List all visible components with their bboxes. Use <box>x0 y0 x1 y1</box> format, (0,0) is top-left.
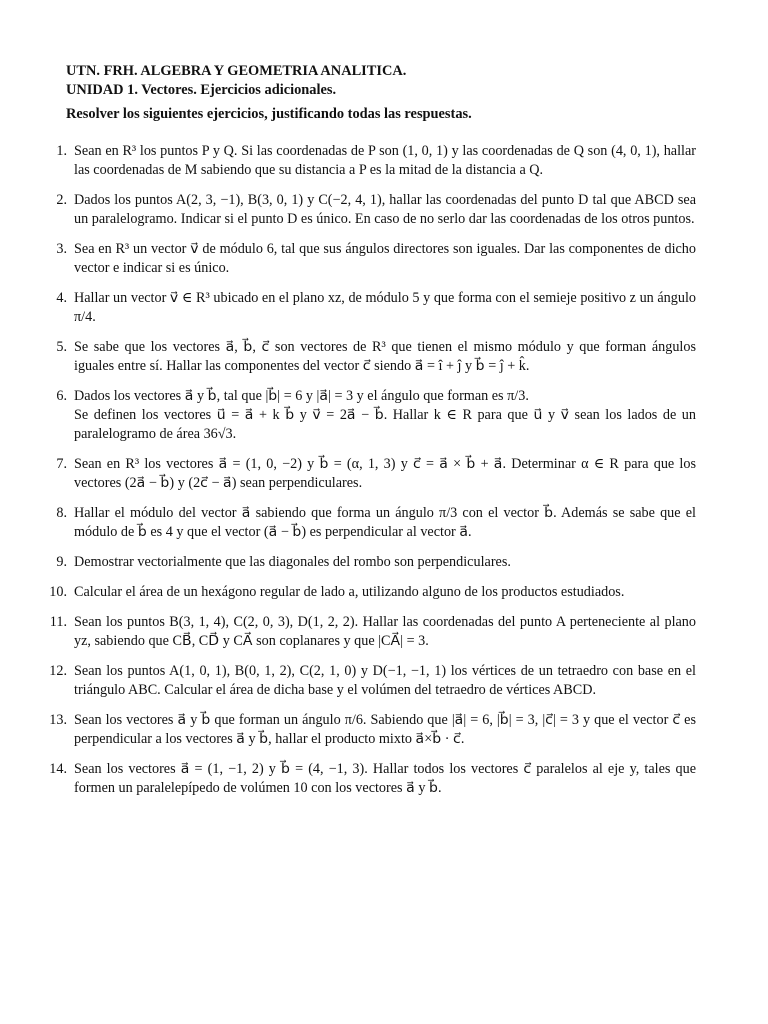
exercise-number: 3. <box>56 241 67 257</box>
exercise-number: 6. <box>56 388 67 404</box>
exercise-number: 11. <box>49 614 67 630</box>
exercise-item <box>0 583 696 602</box>
exercise-text: Sea en R³ un vector v⃗ de módulo 6, tal que sus ángulos directores son iguales. Dar las componentes de dicho vector e indicar si es único. <box>74 241 696 276</box>
exercise-text: Demostrar vectorialmente que las diagonales del rombo son perpendiculares. <box>74 554 511 570</box>
exercise-item <box>0 760 696 798</box>
exercise-text: Hallar el módulo del vector a⃗ sabiendo que forma un ángulo π/3 con el vector b⃗. Además se sabe que el módulo de b⃗ es 4 y que el vector (a⃗ − b⃗) es perpendicular al vector a⃗. <box>74 505 696 540</box>
exercise-item <box>0 338 696 376</box>
exercise-text: Sean en R³ los vectores a⃗ = (1, 0, −2) y b⃗ = (α, 1, 3) y c⃗ = a⃗ × b⃗ + a⃗. Determinar α ∈ R para que los vectores (2a⃗ − b⃗) y (2c⃗ − a⃗) sean perpendiculares. <box>74 456 696 491</box>
exercise-item <box>0 387 696 444</box>
exercise-item <box>0 455 696 493</box>
exercise-text: Hallar un vector v⃗ ∈ R³ ubicado en el plano xz, de módulo 5 y que forma con el semieje positivo z un ángulo π/4. <box>74 290 696 325</box>
exercise-number: 4. <box>56 290 67 306</box>
exercise-number: 5. <box>56 339 67 355</box>
exercise-text: Sean en R³ los puntos P y Q. Si las coordenadas de P son (1, 0, 1) y las coordenadas de Q son (4, 0, 1), hallar las coordenadas de M sabiendo que su distancia a P es la mitad de la distancia a Q. <box>74 143 696 178</box>
exercise-item <box>0 504 696 542</box>
exercise-number: 10. <box>49 584 67 600</box>
document-header <box>66 62 706 124</box>
exercise-text: Dados los vectores a⃗ y b⃗, tal que |b⃗| = 6 y |a⃗| = 3 y el ángulo que forman es π/3. Se definen los vectores u⃗ = a⃗ + k b⃗ y v⃗ = 2a⃗ − b⃗. Hallar k ∈ R para que u⃗ y v⃗ sean los lados de un paralelogramo de área 36√3. <box>74 388 696 442</box>
exercise-text: Calcular el área de un hexágono regular de lado a, utilizando alguno de los productos estudiados. <box>74 584 625 600</box>
exercise-text: Dados los puntos A(2, 3, −1), B(3, 0, 1) y C(−2, 4, 1), hallar las coordenadas del punto D tal que ABCD sea un paralelogramo. Indicar si el punto D es único. En caso de no serlo dar las coordenadas de los otros puntos. <box>74 192 696 227</box>
exercise-text: Se sabe que los vectores a⃗, b⃗, c⃗ son vectores de R³ que tienen el mismo módulo y que forman ángulos iguales entre sí. Hallar las componentes del vector c⃗ siendo a⃗ = î + ĵ y b⃗ = ĵ + k̂. <box>74 339 696 374</box>
exercise-list <box>0 142 768 809</box>
course-title: UTN. FRH. ALGEBRA Y GEOMETRIA ANALITICA. <box>66 63 407 79</box>
exercise-item <box>0 613 696 651</box>
exercise-text: Sean los vectores a⃗ = (1, −1, 2) y b⃗ = (4, −1, 3). Hallar todos los vectores c⃗ paralelos al eje y, tales que formen un paralelepípedo de volúmen 10 con los vectores a⃗ y b⃗. <box>74 761 696 796</box>
exercise-text: Sean los puntos B(3, 1, 4), C(2, 0, 3), D(1, 2, 2). Hallar las coordenadas del punto A perteneciente al plano yz, sabiendo que CB⃗, CD⃗ y CA⃗ son coplanares y que |CA⃗| = 3. <box>74 614 696 649</box>
exercise-item <box>0 191 696 229</box>
exercise-item <box>0 553 696 572</box>
exercise-number: 12. <box>49 663 67 679</box>
exercise-item <box>0 142 696 180</box>
exercise-text: Sean los puntos A(1, 0, 1), B(0, 1, 2), C(2, 1, 0) y D(−1, −1, 1) los vértices de un tetraedro con base en el triángulo ABC. Calcular el área de dicha base y el volúmen del tetraedro de vértices ABCD. <box>74 663 696 698</box>
exercise-item <box>0 711 696 749</box>
exercise-item <box>0 289 696 327</box>
exercise-number: 2. <box>56 192 67 208</box>
unit-title: UNIDAD 1. Vectores. Ejercicios adicionales. <box>66 82 337 98</box>
exercise-item <box>0 240 696 278</box>
exercise-number: 1. <box>56 143 67 159</box>
exercise-number: 13. <box>49 712 67 728</box>
exercise-number: 8. <box>56 505 67 521</box>
instructions: Resolver los siguientes ejercicios, justificando todas las respuestas. <box>66 106 472 122</box>
exercise-number: 9. <box>56 554 67 570</box>
exercise-text: Sean los vectores a⃗ y b⃗ que forman un ángulo π/6. Sabiendo que |a⃗| = 6, |b⃗| = 3, |c⃗| = 3 y que el vector c⃗ es perpendicular a los vectores a⃗ y b⃗, hallar el producto mixto a⃗×b⃗ · c⃗. <box>74 712 696 747</box>
exercise-item <box>0 662 696 700</box>
exercise-number: 14. <box>49 761 67 777</box>
exercise-number: 7. <box>56 456 67 472</box>
